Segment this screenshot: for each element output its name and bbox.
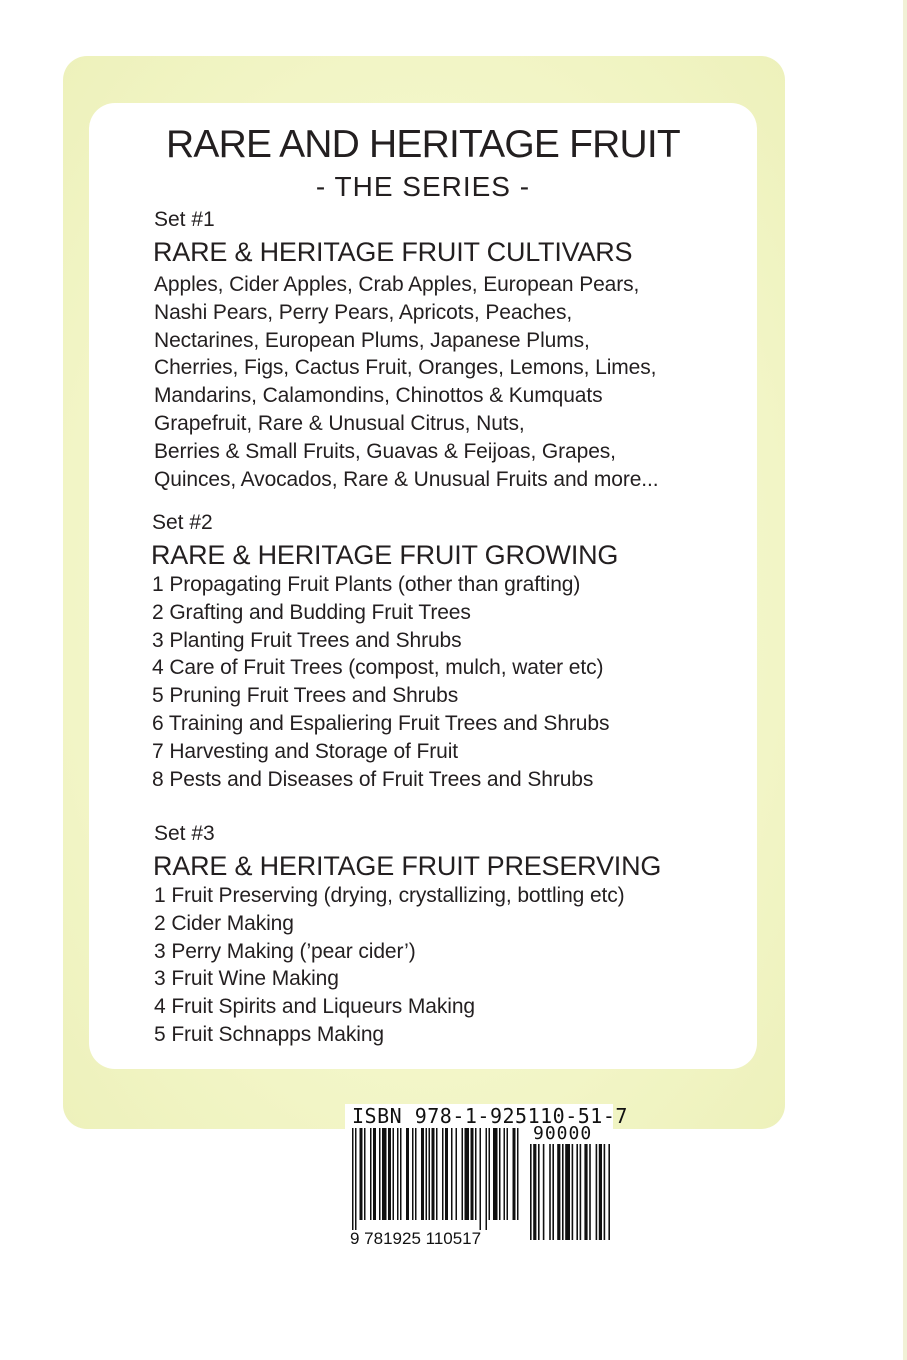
barcode-bar — [373, 1128, 376, 1220]
list-item: 4 Fruit Spirits and Liqueurs Making — [154, 995, 475, 1019]
barcode-bar — [462, 1128, 464, 1220]
barcode-bar — [604, 1144, 606, 1240]
barcode-bar — [475, 1128, 477, 1220]
barcode-bar — [572, 1144, 574, 1240]
set-1-heading: RARE & HERITAGE FRUIT CULTIVARS — [153, 237, 633, 267]
barcode-bar — [393, 1128, 395, 1220]
set-2-heading: RARE & HERITAGE FRUIT GROWING — [151, 540, 619, 570]
isbn-label: ISBN 978-1-925110-51-7 — [352, 1104, 628, 1128]
barcode-bar — [543, 1144, 545, 1240]
barcode-bar — [451, 1128, 453, 1220]
barcode-bar — [499, 1128, 501, 1220]
set-2-label: Set #2 — [152, 511, 213, 534]
barcode-bar — [507, 1128, 509, 1220]
barcode-bar — [480, 1128, 482, 1230]
barcode-bar — [584, 1144, 587, 1240]
barcode-bar — [426, 1128, 428, 1220]
barcode-bar — [456, 1128, 458, 1220]
list-item: 4 Care of Fruit Trees (compost, mulch, water etc) — [152, 656, 604, 680]
barcode-bar — [465, 1128, 470, 1220]
list-item: 5 Fruit Schnapps Making — [154, 1022, 384, 1046]
barcode-bar — [382, 1128, 387, 1220]
barcode-bar — [400, 1128, 402, 1220]
list-item: Apples, Cider Apples, Crab Apples, European Pears, — [154, 273, 640, 296]
list-item: 3 Planting Fruit Trees and Shrubs — [152, 628, 462, 652]
barcode-bar — [379, 1128, 381, 1220]
barcode-bar — [432, 1128, 435, 1220]
list-item: Nashi Pears, Perry Pears, Apricots, Peaches, — [154, 300, 573, 324]
list-item: Cherries, Figs, Cactus Fruit, Oranges, Lemons, Limes, — [154, 356, 657, 380]
set-3-heading: RARE & HERITAGE FRUIT PRESERVING — [153, 851, 662, 881]
barcode-bars — [352, 1128, 520, 1232]
barcode-bar — [421, 1128, 424, 1220]
price-addon: 90000 — [533, 1123, 593, 1144]
set-2-list — [152, 571, 609, 793]
barcode-bar — [533, 1144, 536, 1240]
barcode-bar — [445, 1128, 448, 1220]
barcode-bar — [388, 1128, 391, 1220]
series-subtitle: - THE SERIES - — [315, 171, 531, 202]
barcode-bar — [552, 1144, 554, 1240]
list-item: 2 Grafting and Budding Fruit Trees — [152, 600, 471, 624]
barcode-bar — [562, 1144, 564, 1240]
barcode-bar — [352, 1128, 354, 1230]
barcode-bar — [576, 1144, 578, 1240]
list-item: 3 Perry Making (’pear cider’) — [154, 939, 416, 963]
barcode-bar — [397, 1128, 399, 1220]
page-edge — [903, 0, 907, 1360]
list-item: 8 Pests and Diseases of Fruit Trees and Shrubs — [152, 767, 594, 791]
barcode-bar — [370, 1128, 372, 1220]
barcode-bar — [429, 1128, 431, 1220]
list-item: Grapefruit, Rare & Unusual Citrus, Nuts, — [154, 411, 525, 435]
barcode-bar — [589, 1144, 591, 1240]
list-item: 3 Fruit Wine Making — [154, 967, 339, 991]
barcode-bar — [517, 1128, 519, 1220]
barcode-bar — [538, 1144, 540, 1240]
barcode-bar — [565, 1144, 570, 1240]
barcode-bar — [486, 1128, 488, 1230]
barcode-bar — [504, 1128, 506, 1220]
barcode-bar — [608, 1144, 610, 1240]
list-item: 5 Pruning Fruit Trees and Shrubs — [152, 684, 459, 708]
barcode-digits: 9 781925 110517 — [350, 1229, 482, 1248]
barcode-bar — [489, 1128, 491, 1220]
list-item: Quinces, Avocados, Rare & Unusual Fruits and more... — [154, 467, 659, 491]
barcode-bar — [406, 1128, 409, 1220]
set-3-list — [154, 882, 625, 1049]
barcode-bar — [471, 1128, 474, 1220]
barcode-bar — [513, 1128, 516, 1220]
series-title: RARE AND HERITAGE FRUIT — [166, 123, 680, 166]
barcode-bar — [530, 1144, 532, 1240]
list-item: 1 Propagating Fruit Plants (other than grafting) — [152, 573, 581, 596]
list-item: Mandarins, Calamondins, Chinottos & Kumquats — [154, 384, 603, 408]
barcode-bar — [599, 1144, 602, 1240]
set-1-label: Set #1 — [154, 208, 215, 231]
barcode-bar — [549, 1144, 551, 1240]
barcode-bar — [580, 1144, 582, 1240]
list-item: Berries & Small Fruits, Guavas & Feijoas, Grapes, — [154, 439, 616, 463]
barcode-bar — [557, 1144, 560, 1240]
set-1-list — [154, 271, 659, 493]
barcode-bar — [355, 1128, 357, 1230]
list-item: 7 Harvesting and Storage of Fruit — [152, 739, 459, 763]
barcode-bar — [412, 1128, 414, 1220]
barcode-bar — [596, 1144, 598, 1240]
list-item: 6 Training and Espaliering Fruit Trees and Shrubs — [152, 711, 610, 735]
barcode-bar — [364, 1128, 366, 1220]
addon-barcode-bars — [530, 1144, 610, 1244]
barcode-bar — [442, 1128, 444, 1220]
list-item: 2 Cider Making — [154, 911, 294, 935]
set-3-label: Set #3 — [154, 822, 215, 845]
barcode-bar — [360, 1128, 363, 1220]
barcode-bar — [493, 1128, 498, 1220]
list-item: 1 Fruit Preserving (drying, crystallizing, bottling etc) — [154, 884, 625, 907]
list-item: Nectarines, European Plums, Japanese Plums, — [154, 328, 590, 352]
barcode-bar — [415, 1128, 417, 1220]
barcode-bar — [436, 1128, 438, 1220]
